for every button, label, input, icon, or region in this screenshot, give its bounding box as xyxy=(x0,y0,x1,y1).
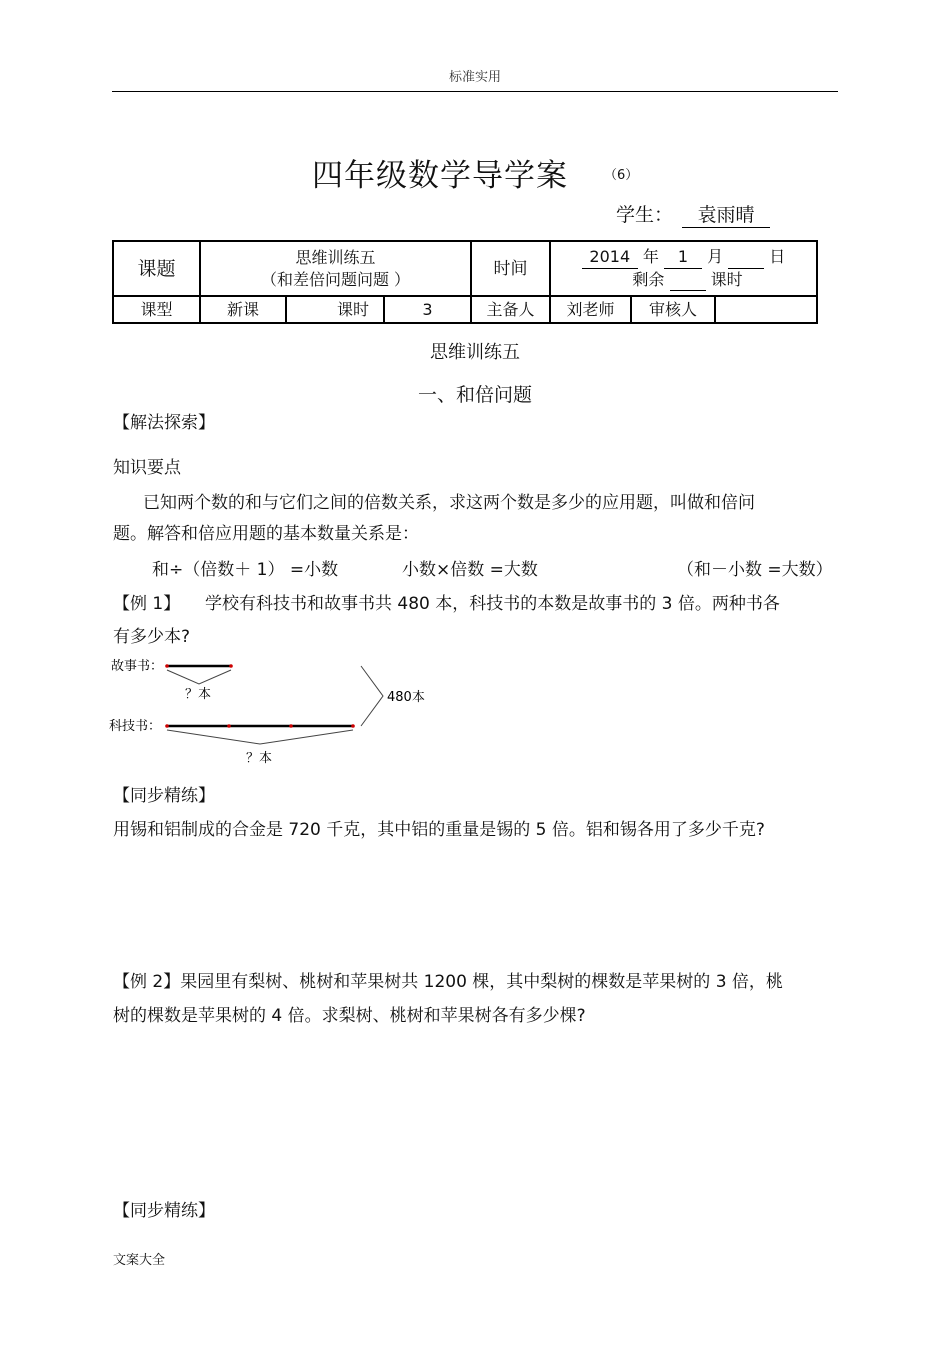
table-row xyxy=(113,241,817,296)
student-label: 学生： xyxy=(616,204,674,226)
topic-line1: 思维训练五 xyxy=(295,247,376,267)
day-unit: 日 xyxy=(769,247,786,266)
page-header: 标准实用 xyxy=(448,70,501,85)
page-title: 四年级数学导学案 xyxy=(312,158,568,194)
year-unit: 年 xyxy=(642,247,659,266)
sci-book-brace xyxy=(167,730,353,744)
topic-cell xyxy=(200,241,471,296)
knowledge-text-line2: 题。解答和倍应用题的基本数量关系是： xyxy=(113,524,419,544)
page-footer: 文案大全 xyxy=(113,1253,166,1268)
preparer-label: 主备人 xyxy=(471,296,550,323)
lesson-info-table xyxy=(112,240,818,324)
story-book-question: ？本 xyxy=(185,687,212,702)
topic-label: 课题 xyxy=(113,241,200,296)
remain-label: 剩余 xyxy=(632,270,665,289)
type-label: 课型 xyxy=(113,296,200,323)
reviewer-label: 审核人 xyxy=(631,296,715,323)
title-number: （6） xyxy=(604,168,639,183)
formula-alt: （和－小数 =大数） xyxy=(677,560,833,580)
example2-text-line2: 树的棵数是苹果树的 4 倍。求梨树、桃树和苹果树各有多少棵? xyxy=(113,1006,586,1026)
knowledge-heading: 知识要点 xyxy=(113,458,181,478)
period-label: 课时 xyxy=(286,296,384,323)
year-value: 2014 xyxy=(582,246,638,269)
month-unit: 月 xyxy=(707,247,724,266)
example2-text-line1: 【例 2】果园里有梨树、桃树和苹果树共 1200 棵，其中梨树的棵数是苹果树的 3 倍，桃 xyxy=(113,972,783,992)
line-segment-diagram xyxy=(105,650,445,770)
practice2-heading: 【同步精练】 xyxy=(113,1201,215,1221)
segment-endpoint xyxy=(351,724,355,728)
table-row xyxy=(113,296,817,323)
practice1-heading: 【同步精练】 xyxy=(113,786,215,806)
segment-divider xyxy=(227,724,231,728)
subsection-title: 一、和倍问题 xyxy=(417,384,532,406)
total-brace xyxy=(361,666,383,726)
reviewer-value xyxy=(715,296,817,323)
segment-divider xyxy=(289,724,293,728)
time-cell xyxy=(550,241,817,296)
method-heading: 【解法探索】 xyxy=(113,413,215,433)
formula-small: 和÷（倍数＋ 1） =小数 xyxy=(152,560,339,580)
sci-book-question: ？本 xyxy=(246,751,273,766)
segment-endpoint xyxy=(229,664,233,668)
section-title: 思维训练五 xyxy=(430,342,520,363)
preparer-value: 刘老师 xyxy=(550,296,631,323)
sci-book-label: 科技书： xyxy=(109,719,162,734)
practice1-text: 用锡和铝制成的合金是 720 千克，其中铝的重量是锡的 5 倍。铝和锡各用了多少千克? xyxy=(113,820,765,840)
type-value: 新课 xyxy=(200,296,286,323)
segment-endpoint xyxy=(165,664,169,668)
topic-line2: （和差倍问题问题 ） xyxy=(260,269,411,289)
remain-value xyxy=(670,272,706,291)
story-book-label: 故事书： xyxy=(111,659,164,674)
day-value xyxy=(728,250,764,269)
total-label: 480本 xyxy=(387,690,425,705)
period-value: 3 xyxy=(384,296,471,323)
segment-endpoint xyxy=(165,724,169,728)
example1-label: 【例 1】 xyxy=(113,594,181,614)
example1-text-line1: 学校有科技书和故事书共 480 本，科技书的本数是故事书的 3 倍。两种书各 xyxy=(205,594,780,614)
formula-large: 小数×倍数 =大数 xyxy=(402,560,538,580)
student-name: 袁雨晴 xyxy=(682,200,770,228)
month-value: 1 xyxy=(664,246,702,269)
header-rule xyxy=(112,91,838,92)
remain-unit: 课时 xyxy=(710,270,743,289)
story-book-brace xyxy=(167,670,231,684)
knowledge-text-line1: 已知两个数的和与它们之间的倍数关系，求这两个数是多少的应用题，叫做和倍问 xyxy=(143,493,755,513)
example1-text-line2: 有多少本? xyxy=(113,627,191,647)
time-label: 时间 xyxy=(471,241,550,296)
